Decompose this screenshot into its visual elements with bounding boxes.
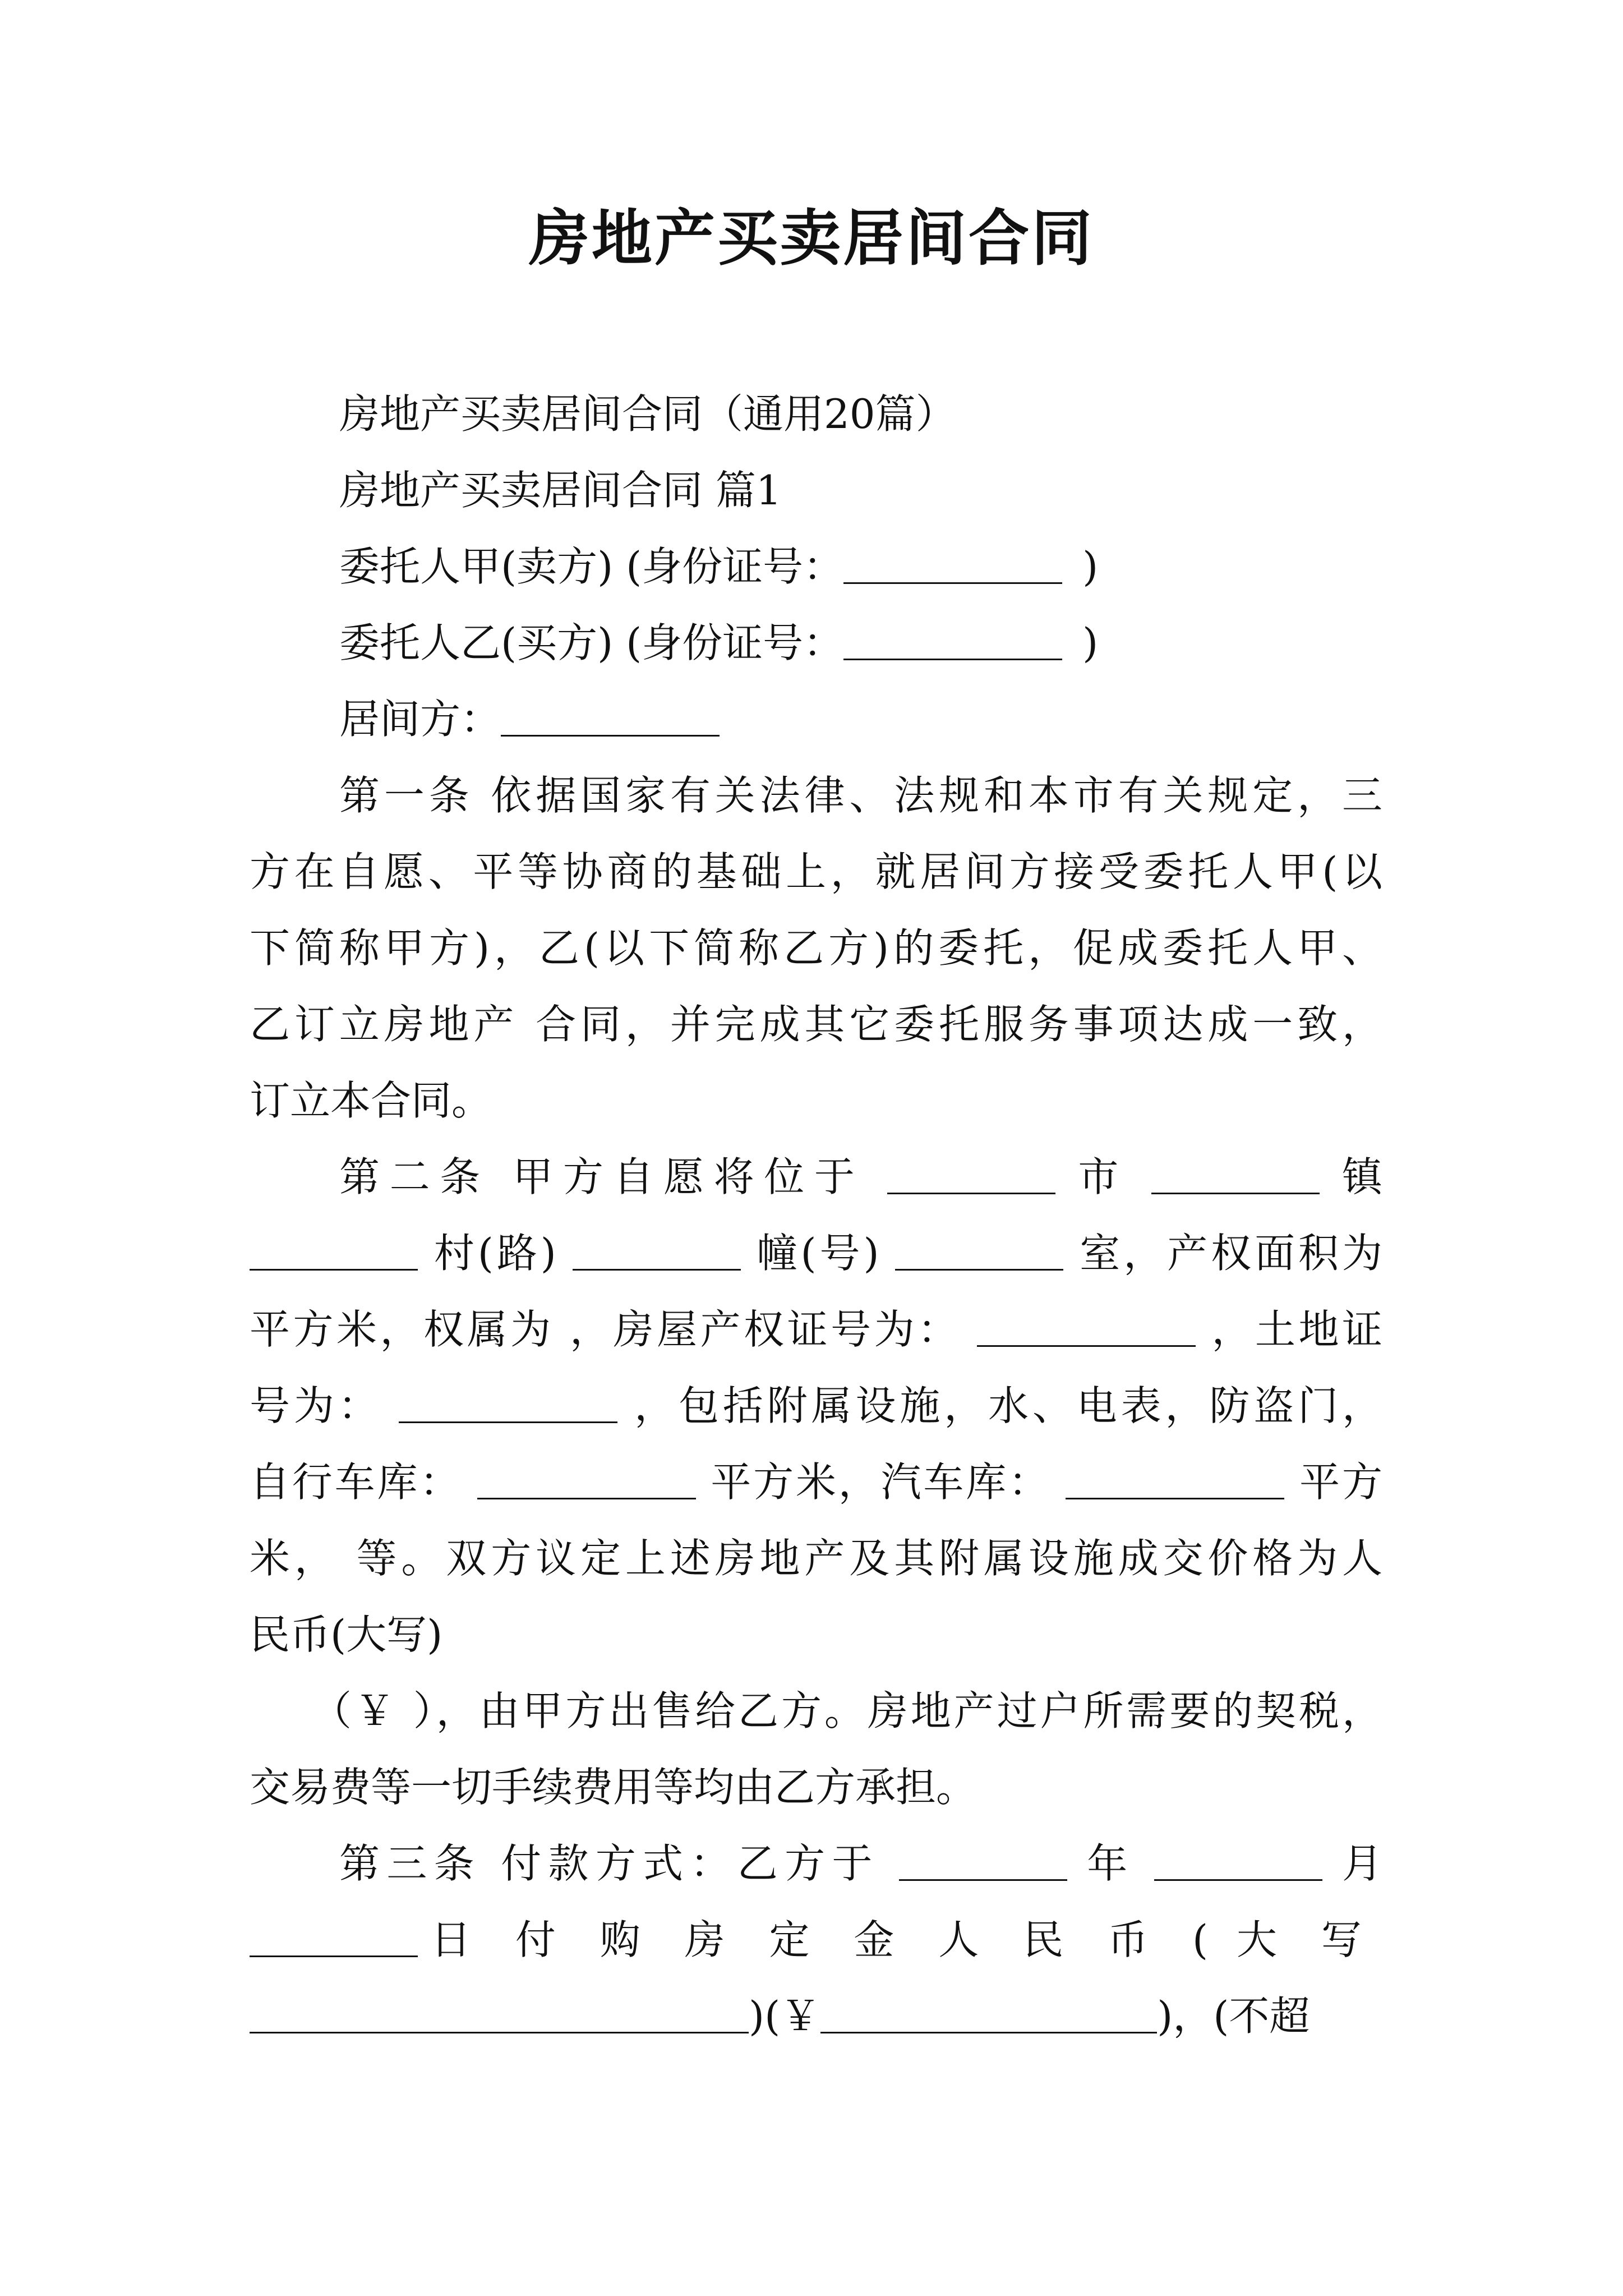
article1-line: 订立本合同。 bbox=[250, 1077, 492, 1124]
article2-text: 号为： bbox=[250, 1382, 382, 1429]
article2-text: 室，产权面积为 bbox=[1080, 1230, 1382, 1277]
party-b-close: ) bbox=[1082, 619, 1099, 666]
party-b-id-blank bbox=[843, 625, 1062, 660]
article1-line: 乙订立房地产 合同，并完成其它委托服务事项达成一致， bbox=[250, 1001, 1382, 1048]
article3-text: )，(不超 bbox=[1157, 1993, 1310, 2040]
article3-line-1 bbox=[250, 1825, 1382, 1902]
town-blank bbox=[1151, 1159, 1320, 1194]
article3-line-2 bbox=[250, 1902, 1382, 1978]
article2-text: 镇 bbox=[1341, 1153, 1382, 1200]
article2-text: 市 bbox=[1078, 1153, 1129, 1200]
article2-text: 第二条 甲方自愿将位于 bbox=[339, 1153, 865, 1200]
article2-text: 自行车库： bbox=[250, 1458, 462, 1506]
article2-line-1 bbox=[250, 1139, 1382, 1215]
party-a-line bbox=[250, 528, 1382, 605]
article3-text: 日 付 购 房 定 金 人 民 币 ( 大 写 bbox=[430, 1916, 1362, 1963]
article2-line-7: 民币(大写) bbox=[250, 1611, 443, 1658]
year-blank bbox=[899, 1846, 1067, 1881]
article2-line-3 bbox=[250, 1291, 1382, 1368]
party-b-line bbox=[250, 605, 1382, 681]
article1-line: 下简称甲方)，乙(以下简称乙方)的委托，促成委托人甲、 bbox=[250, 924, 1382, 972]
broker-line bbox=[250, 681, 1382, 757]
party-b-label: 委托人乙(买方) (身份证号： bbox=[339, 619, 844, 666]
document-body bbox=[250, 376, 1382, 2054]
section-heading: 房地产买卖居间合同 篇1 bbox=[339, 467, 782, 514]
city-blank bbox=[887, 1159, 1055, 1194]
property-cert-blank bbox=[977, 1312, 1196, 1347]
document-title: 房地产买卖居间合同 bbox=[528, 203, 1094, 274]
bike-garage-blank bbox=[477, 1464, 696, 1499]
month-blank bbox=[1154, 1846, 1322, 1881]
article3-text: 第三条 付款方式：乙方于 bbox=[339, 1840, 879, 1887]
article2-text: ，包括附属设施，水、电表，防盗门， bbox=[634, 1382, 1382, 1429]
day-blank bbox=[250, 1922, 418, 1957]
article3-text: )(￥ bbox=[749, 1993, 821, 2040]
building-blank bbox=[573, 1235, 741, 1271]
article3-text: 年 bbox=[1087, 1840, 1135, 1887]
article2-text: 平方 bbox=[1299, 1458, 1382, 1506]
article3-line-3 bbox=[250, 1978, 1382, 2054]
deposit-amount-blank bbox=[820, 1998, 1157, 2033]
car-garage-blank bbox=[1066, 1464, 1284, 1499]
article2-text: 幢(号) bbox=[757, 1230, 879, 1277]
article2-line-4 bbox=[250, 1368, 1382, 1444]
party-a-label: 委托人甲(卖方) (身份证号： bbox=[339, 543, 844, 590]
broker-label: 居间方： bbox=[339, 696, 501, 743]
article1-line: 第一条 依据国家有关法律、法规和本市有关规定，三 bbox=[339, 772, 1382, 819]
article2-text: 平方米，汽车库： bbox=[711, 1458, 1051, 1506]
article1-line: 方在自愿、平等协商的基础上，就居间方接受委托人甲(以 bbox=[250, 848, 1382, 895]
village-blank bbox=[250, 1235, 418, 1271]
room-blank bbox=[895, 1235, 1063, 1271]
article2-line-8: （￥ ），由甲方出售给乙方。房地产过户所需要的契税， bbox=[311, 1687, 1382, 1734]
article2-text: 平方米，权属为 ，房屋产权证号为： bbox=[250, 1306, 961, 1353]
party-a-id-blank bbox=[843, 549, 1062, 584]
broker-blank bbox=[501, 701, 720, 737]
article2-line-6: 米， 等。双方议定上述房地产及其附属设施成交价格为人 bbox=[250, 1535, 1382, 1582]
article2-line-9: 交易费等一切手续费用等均由乙方承担。 bbox=[250, 1764, 977, 1811]
intro-line: 房地产买卖居间合同（通用20篇） bbox=[339, 390, 956, 438]
article2-line-5 bbox=[250, 1444, 1382, 1520]
article2-text: ，土地证 bbox=[1211, 1306, 1382, 1353]
land-cert-blank bbox=[399, 1388, 617, 1423]
deposit-words-blank bbox=[250, 1998, 749, 2033]
article2-text: 村(路) bbox=[434, 1230, 556, 1277]
article3-text: 月 bbox=[1341, 1840, 1382, 1887]
party-a-close: ) bbox=[1082, 543, 1099, 590]
article2-line-2 bbox=[250, 1215, 1382, 1291]
